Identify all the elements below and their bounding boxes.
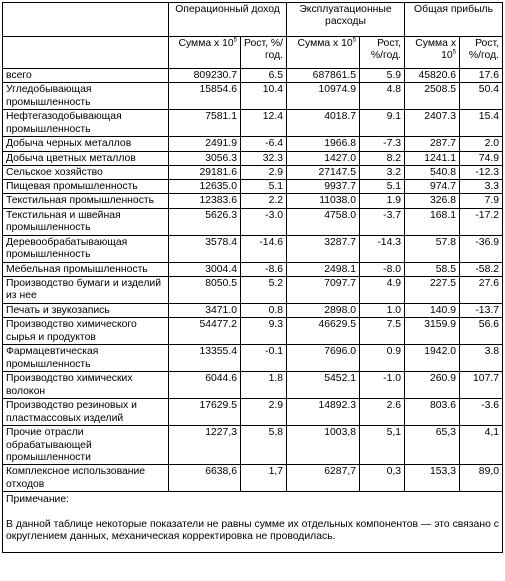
table-row <box>3 345 503 372</box>
subheader-sum <box>287 37 360 69</box>
row-industry-name: Угледобывающая промышленность <box>3 83 169 110</box>
row-industry-name: Печать и звукозапись <box>3 304 169 318</box>
cell-expense-sum: 14892.3 <box>287 399 360 426</box>
cell-expense-sum: 11038.0 <box>287 194 360 208</box>
cell-income-growth: 5.2 <box>241 277 287 304</box>
table-row <box>3 194 503 208</box>
cell-income-sum: 3004.4 <box>169 262 241 276</box>
cell-income-sum: 29181.6 <box>169 165 241 179</box>
cell-income-growth: 5.1 <box>241 180 287 194</box>
cell-profit-growth: 3.8 <box>460 345 503 372</box>
cell-income-sum: 2491.9 <box>169 137 241 151</box>
cell-expense-sum: 1966.8 <box>287 137 360 151</box>
subheader-growth: Рост, %/год. <box>360 37 405 69</box>
subheader-sum-label: Сумма х 10 <box>178 38 234 49</box>
cell-income-sum: 1227,3 <box>169 426 241 465</box>
header-total-profit: Общая прибыль <box>405 3 503 37</box>
table-row <box>3 304 503 318</box>
cell-profit-sum: 1241.1 <box>405 151 460 165</box>
subheader-sum-exponent: 5 <box>352 37 357 44</box>
cell-profit-growth: -13.7 <box>460 304 503 318</box>
cell-expense-sum: 2498.1 <box>287 262 360 276</box>
cell-expense-growth: -8.0 <box>360 262 405 276</box>
cell-profit-sum: 260.9 <box>405 372 460 399</box>
cell-profit-growth: 89,0 <box>460 465 503 492</box>
cell-profit-growth: 7.9 <box>460 194 503 208</box>
cell-income-growth: 0.8 <box>241 304 287 318</box>
cell-profit-growth: 107.7 <box>460 372 503 399</box>
table-row <box>3 235 503 262</box>
cell-income-sum: 8050.5 <box>169 277 241 304</box>
table-row <box>3 137 503 151</box>
table-body <box>3 69 503 492</box>
header-operating-income: Операционный доход <box>169 3 287 37</box>
cell-profit-growth: -58.2 <box>460 262 503 276</box>
cell-income-sum: 6638,6 <box>169 465 241 492</box>
cell-profit-sum: 540.8 <box>405 165 460 179</box>
cell-profit-sum: 2508.5 <box>405 83 460 110</box>
row-industry-name: Добыча цветных металлов <box>3 151 169 165</box>
cell-profit-sum: 2407.3 <box>405 110 460 137</box>
cell-expense-growth: -1.0 <box>360 372 405 399</box>
cell-income-sum: 809230.7 <box>169 69 241 83</box>
cell-income-sum: 6044.6 <box>169 372 241 399</box>
cell-profit-growth: -12.3 <box>460 165 503 179</box>
cell-profit-sum: 45820.6 <box>405 69 460 83</box>
cell-expense-growth: -14.3 <box>360 235 405 262</box>
cell-expense-sum: 1427.0 <box>287 151 360 165</box>
subheader-sum-label: Сумма х 10 <box>297 38 353 49</box>
row-industry-name: Деревообрабатывающая промышленность <box>3 235 169 262</box>
row-industry-name: Прочие отрасли обрабатывающей промышленности <box>3 426 169 465</box>
table-row <box>3 69 503 83</box>
cell-expense-growth: 8.2 <box>360 151 405 165</box>
row-industry-name: Нефтегазодобывающая промышленность <box>3 110 169 137</box>
cell-profit-sum: 168.1 <box>405 208 460 235</box>
subheader-sum <box>405 37 460 69</box>
note-title: Примечание: <box>6 494 70 506</box>
cell-expense-growth: 5,1 <box>360 426 405 465</box>
cell-profit-growth: 4,1 <box>460 426 503 465</box>
table-row <box>3 372 503 399</box>
subheader-growth: Рост, %/год. <box>241 37 287 69</box>
cell-profit-growth: 15.4 <box>460 110 503 137</box>
table-row <box>3 277 503 304</box>
cell-income-sum: 15854.6 <box>169 83 241 110</box>
cell-expense-sum: 7696.0 <box>287 345 360 372</box>
row-industry-name: Производство химических волокон <box>3 372 169 399</box>
cell-profit-sum: 803.6 <box>405 399 460 426</box>
subheader-sum-exponent: 5 <box>233 37 237 44</box>
table-row <box>3 110 503 137</box>
cell-expense-sum: 46629.5 <box>287 318 360 345</box>
cell-income-growth: 5,8 <box>241 426 287 465</box>
cell-expense-sum: 4018.7 <box>287 110 360 137</box>
table-row <box>3 165 503 179</box>
cell-expense-growth: -3.7 <box>360 208 405 235</box>
cell-expense-sum: 10974.9 <box>287 83 360 110</box>
cell-profit-growth: -36.9 <box>460 235 503 262</box>
table-row <box>3 399 503 426</box>
note-row <box>3 492 503 553</box>
cell-expense-growth: 1.9 <box>360 194 405 208</box>
cell-income-sum: 3578.4 <box>169 235 241 262</box>
cell-income-growth: 6.5 <box>241 69 287 83</box>
cell-income-sum: 12635.0 <box>169 180 241 194</box>
table-row <box>3 262 503 276</box>
cell-expense-sum: 7097.7 <box>287 277 360 304</box>
cell-profit-sum: 974.7 <box>405 180 460 194</box>
cell-expense-sum: 687861.5 <box>287 69 360 83</box>
cell-income-growth: 12.4 <box>241 110 287 137</box>
cell-expense-growth: 9.1 <box>360 110 405 137</box>
cell-expense-sum: 9937.7 <box>287 180 360 194</box>
cell-income-growth: -6.4 <box>241 137 287 151</box>
header-empty-cell <box>3 3 169 37</box>
subheader-sum <box>169 37 241 69</box>
cell-expense-growth: 7.5 <box>360 318 405 345</box>
cell-income-sum: 12383.6 <box>169 194 241 208</box>
cell-income-sum: 3056.3 <box>169 151 241 165</box>
cell-expense-sum: 1003,8 <box>287 426 360 465</box>
cell-profit-sum: 287.7 <box>405 137 460 151</box>
cell-profit-sum: 1942.0 <box>405 345 460 372</box>
row-industry-name: Производство резиновых и пластмассовых изделий <box>3 399 169 426</box>
row-industry-name: Текстильная и швейная промышленность <box>3 208 169 235</box>
cell-profit-growth: 50.4 <box>460 83 503 110</box>
cell-income-growth: -14.6 <box>241 235 287 262</box>
row-industry-name: Текстильная промышленность <box>3 194 169 208</box>
cell-income-sum: 5626.3 <box>169 208 241 235</box>
cell-expense-sum: 4758.0 <box>287 208 360 235</box>
cell-profit-growth: 27.6 <box>460 277 503 304</box>
cell-income-growth: 1,7 <box>241 465 287 492</box>
cell-expense-sum: 5452.1 <box>287 372 360 399</box>
row-industry-name: Добыча черных металлов <box>3 137 169 151</box>
table-row <box>3 180 503 194</box>
cell-profit-sum: 57.8 <box>405 235 460 262</box>
row-industry-name: Фармацевтическая промышленность <box>3 345 169 372</box>
cell-profit-growth: 3.3 <box>460 180 503 194</box>
cell-profit-growth: 2.0 <box>460 137 503 151</box>
cell-income-sum: 13355.4 <box>169 345 241 372</box>
row-industry-name: Комплексное использование отходов <box>3 465 169 492</box>
cell-expense-growth: 0,3 <box>360 465 405 492</box>
cell-expense-growth: 4.8 <box>360 83 405 110</box>
cell-profit-sum: 326.8 <box>405 194 460 208</box>
cell-profit-sum: 65,3 <box>405 426 460 465</box>
cell-income-growth: 9.3 <box>241 318 287 345</box>
row-industry-name: Сельское хозяйство <box>3 165 169 179</box>
table-row <box>3 426 503 465</box>
table-row <box>3 208 503 235</box>
row-industry-name: всего <box>3 69 169 83</box>
row-industry-name: Производство бумаги и изделий из нее <box>3 277 169 304</box>
cell-income-sum: 7581.1 <box>169 110 241 137</box>
cell-expense-sum: 2898.0 <box>287 304 360 318</box>
cell-profit-growth: -17.2 <box>460 208 503 235</box>
cell-expense-growth: 3.2 <box>360 165 405 179</box>
subheader-growth: Рост, %/год. <box>460 37 503 69</box>
cell-expense-growth: 5.9 <box>360 69 405 83</box>
cell-profit-sum: 3159.9 <box>405 318 460 345</box>
header-row-subheads <box>3 37 503 69</box>
cell-income-growth: 1.8 <box>241 372 287 399</box>
subheader-sum-label: Сумма х 10 <box>415 38 457 62</box>
cell-expense-growth: 5.1 <box>360 180 405 194</box>
subheader-sum-exponent: 5 <box>452 49 457 56</box>
cell-income-growth: -0.1 <box>241 345 287 372</box>
cell-expense-sum: 6287,7 <box>287 465 360 492</box>
cell-profit-growth: 17.6 <box>460 69 503 83</box>
cell-profit-sum: 227.5 <box>405 277 460 304</box>
cell-income-growth: -8.6 <box>241 262 287 276</box>
cell-income-growth: -3.0 <box>241 208 287 235</box>
cell-profit-sum: 58.5 <box>405 262 460 276</box>
cell-profit-growth: 74.9 <box>460 151 503 165</box>
cell-income-growth: 32.3 <box>241 151 287 165</box>
cell-expense-growth: 1.0 <box>360 304 405 318</box>
cell-profit-sum: 140.9 <box>405 304 460 318</box>
cell-expense-growth: 4.9 <box>360 277 405 304</box>
note-text: В данной таблице некоторые показатели не равны сумме их отдельных компонентов — это связано с округлением данных, механическая корректировка не проводилась. <box>6 518 499 542</box>
cell-income-growth: 10.4 <box>241 83 287 110</box>
cell-income-sum: 3471.0 <box>169 304 241 318</box>
note-cell <box>3 492 503 553</box>
cell-profit-growth: 56.6 <box>460 318 503 345</box>
cell-expense-growth: -7.3 <box>360 137 405 151</box>
cell-expense-growth: 0.9 <box>360 345 405 372</box>
header-row-groups <box>3 3 503 37</box>
table-row <box>3 318 503 345</box>
cell-expense-sum: 3287.7 <box>287 235 360 262</box>
industry-finance-table <box>2 2 503 553</box>
cell-income-growth: 2.2 <box>241 194 287 208</box>
table-row <box>3 83 503 110</box>
cell-income-growth: 2.9 <box>241 165 287 179</box>
cell-expense-sum: 27147.5 <box>287 165 360 179</box>
cell-income-sum: 54477.2 <box>169 318 241 345</box>
cell-income-sum: 17629.5 <box>169 399 241 426</box>
table-row <box>3 151 503 165</box>
cell-income-growth: 2.9 <box>241 399 287 426</box>
row-industry-name: Пищевая промышленность <box>3 180 169 194</box>
cell-expense-growth: 2.6 <box>360 399 405 426</box>
document-page <box>2 2 503 553</box>
row-industry-name: Производство химического сырья и продуктов <box>3 318 169 345</box>
header-operating-expenses: Эксплуатационные расходы <box>287 3 405 37</box>
header-empty-cell <box>3 37 169 69</box>
cell-profit-sum: 153,3 <box>405 465 460 492</box>
cell-profit-growth: -3.6 <box>460 399 503 426</box>
row-industry-name: Мебельная промышленность <box>3 262 169 276</box>
table-row <box>3 465 503 492</box>
